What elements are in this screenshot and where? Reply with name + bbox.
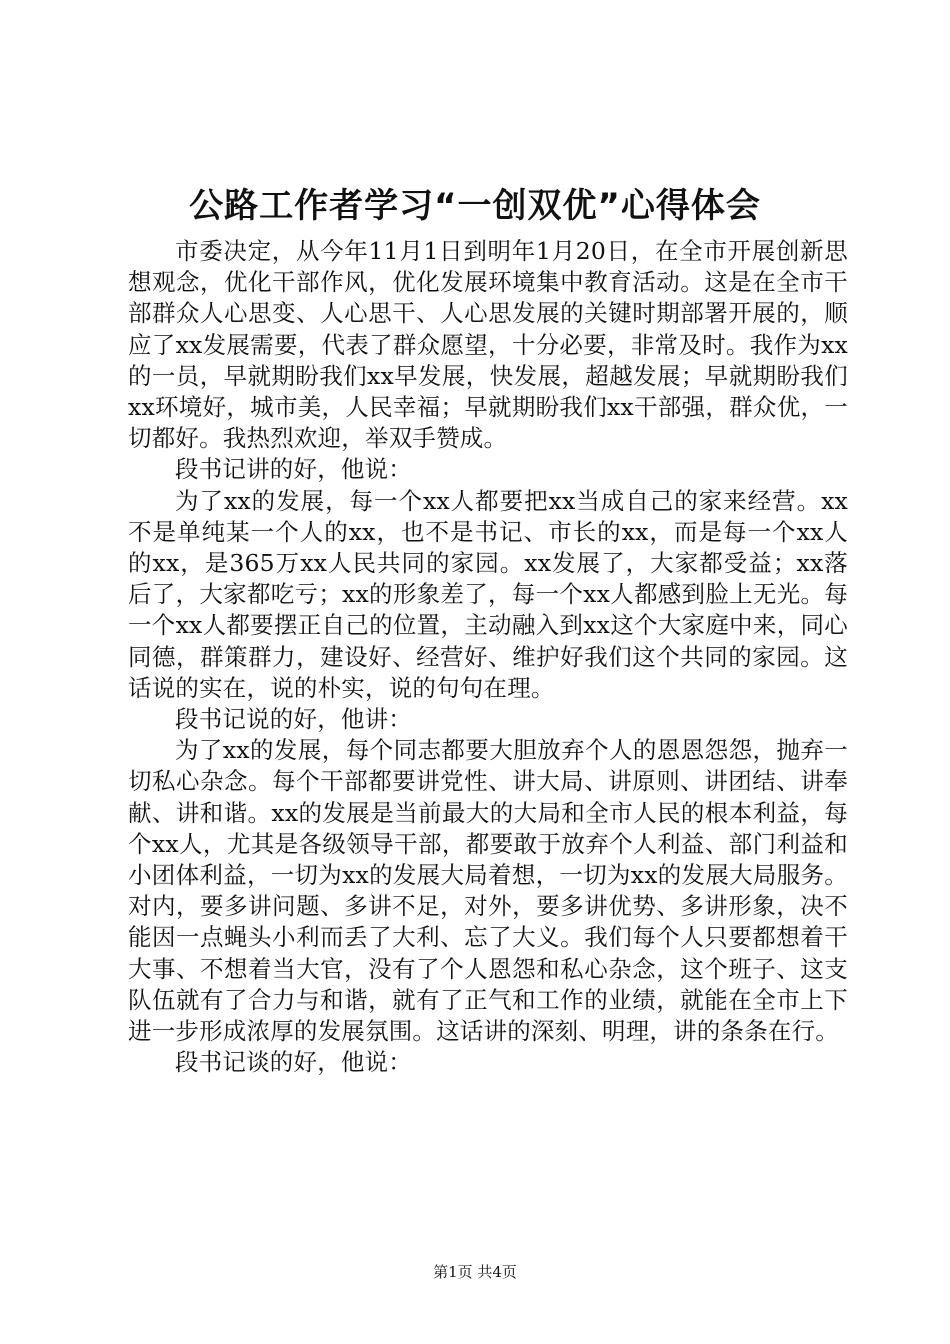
- page-number-footer: 第1页 共4页: [433, 1263, 517, 1281]
- paragraph: 为了xx的发展，每个同志都要大胆放弃个人的恩恩怨怨，抛弃一切私心杂念。每个干部都要讲党性、讲大局、讲原则、讲团结、讲奉献、讲和谐。xx的发展是当前最大的大局和全市人民的根本利益，每个xx人，尤其是各级领导干部，都要敢于放弃个人利益、部门利益和小团体利益，一切为xx的发展大局着想，一切为xx的发展大局服务。对内，要多讲问题、多讲不足，对外，要多讲优势、多讲形象，决不能因一点蝇头小利而丢了大利、忘了大义。我们每个人只要都想着干大事、不想着当大官，没有了个人恩怨和私心杂念，这个班子、这支队伍就有了合力与和谐，就有了正气和工作的业绩，就能在全市上下进一步形成浓厚的发展氛围。这话讲的深刻、明理，讲的条条在行。: [128, 736, 848, 1046]
- paragraph: 段书记谈的好，他说：: [175, 1048, 412, 1077]
- paragraph: 为了xx的发展，每一个xx人都要把xx当成自己的家来经营。xx不是单纯某一个人的xx，也不是书记、市长的xx，而是每一个xx人的xx，是365万xx人民共同的家园。xx发展了，大家都受益；xx落后了，大家都吃亏；xx的形象差了，每一个xx人都感到脸上无光。每一个xx人都要摆正自己的位置，主动融入到xx这个大家庭中来，同心同德，群策群力，建设好、经营好、维护好我们这个共同的家园。这话说的实在，说的朴实，说的句句在理。: [128, 486, 848, 702]
- paragraph: 段书记说的好，他讲：: [175, 705, 412, 734]
- paragraph: 市委决定，从今年11月1日到明年1月20日，在全市开展创新思想观念，优化干部作风，优化发展环境集中教育活动。这是在全市干部群众人心思变、人心思干、人心思发展的关键时期部署开展的，顺应了xx发展需要，代表了群众愿望，十分必要，非常及时。我作为xx的一员，早就期盼我们xx早发展，快发展，超越发展；早就期盼我们xx环境好，城市美，人民幸福；早就期盼我们xx干部强，群众优，一切都好。我热烈欢迎，举双手赞成。: [128, 237, 848, 453]
- document-title: 公路工作者学习“一创双优”心得体会: [189, 185, 761, 226]
- paragraph: 段书记讲的好，他说：: [175, 455, 412, 484]
- document-body: [128, 236, 848, 1078]
